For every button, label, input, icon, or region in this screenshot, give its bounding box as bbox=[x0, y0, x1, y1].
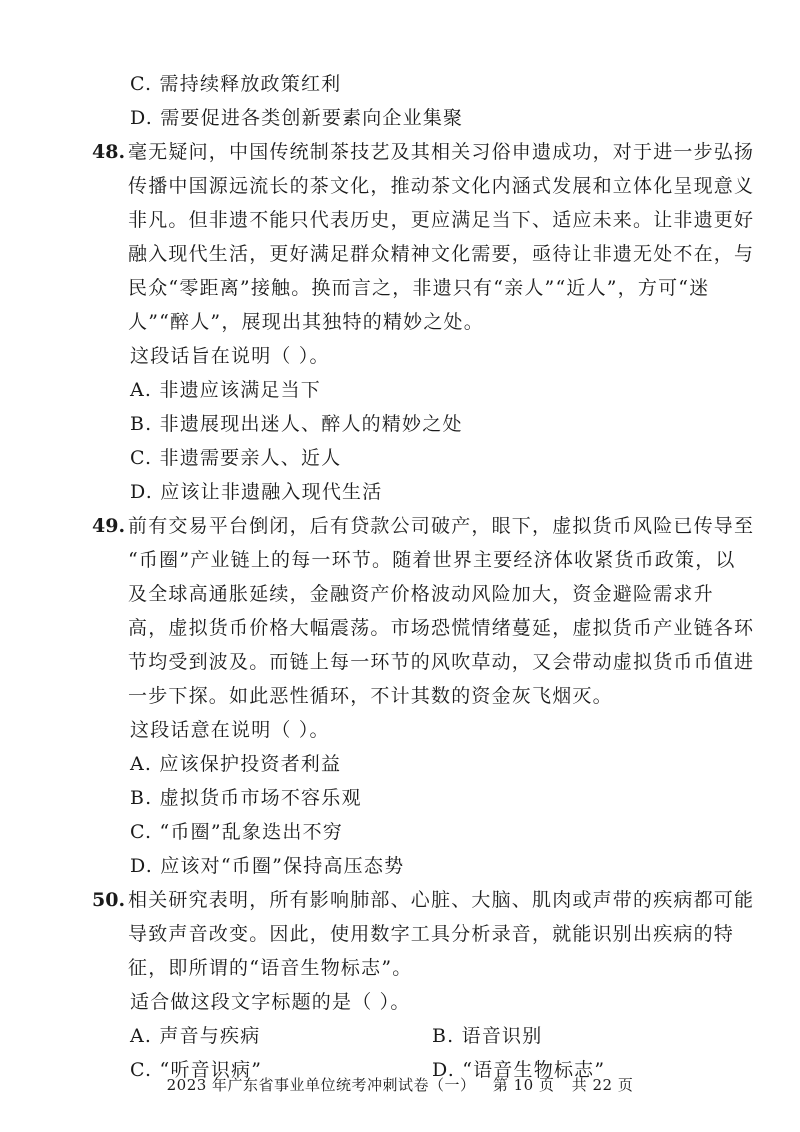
q50-text-line: 导致声音改变。因此，使用数字工具分析录音，就能识别出疾病的特 bbox=[128, 923, 735, 945]
q48-text-line: 非凡。但非遗不能只代表历史，更应满足当下、适应未来。让非遗更好 bbox=[128, 209, 755, 231]
q49-option-d: D. 应该对“币圈”保持高压态势 bbox=[130, 855, 405, 877]
q50-option-c: C. “听音识病” bbox=[130, 1059, 263, 1081]
q49-text-line: 节均受到波及。而链上每一环节的风吹草动，又会带动虚拟货币币值进 bbox=[128, 651, 755, 673]
q47-option-d: D. 需要促进各类创新要素向企业集聚 bbox=[130, 107, 464, 129]
q48-text-line: 毫无疑问，中国传统制茶技艺及其相关习俗申遗成功，对于进一步弘扬 bbox=[128, 141, 755, 163]
q49-number: 49. bbox=[92, 515, 126, 537]
q50-text-line: 相关研究表明，所有影响肺部、心脏、大脑、肌肉或声带的疾病都可能 bbox=[128, 889, 755, 911]
page-number: 第 10 页 bbox=[492, 1076, 555, 1094]
q49-text-line: 高，虚拟货币价格大幅震荡。市场恐慌情绪蔓延，虚拟货币产业链各环 bbox=[128, 617, 755, 639]
q48-number: 48. bbox=[92, 141, 126, 163]
q49-option-a: A. 应该保护投资者利益 bbox=[130, 753, 342, 775]
exam-title: 2023 年广东省事业单位统考冲刺试卷（一） bbox=[166, 1076, 476, 1094]
q48-option-d: D. 应该让非遗融入现代生活 bbox=[130, 481, 383, 503]
q50-option-b: B. 语音识别 bbox=[432, 1025, 543, 1047]
q48-option-a: A. 非遗应该满足当下 bbox=[130, 379, 322, 401]
q48-text-line: 人”“醉人”，展现出其独特的精妙之处。 bbox=[128, 311, 484, 333]
q48-option-c: C. 非遗需要亲人、近人 bbox=[130, 447, 342, 469]
q50-text-line: 征，即所谓的“语音生物标志”。 bbox=[128, 957, 413, 979]
q48-text-line: 融入现代生活，更好满足群众精神文化需要，亟待让非遗无处不在，与 bbox=[128, 243, 755, 265]
q49-option-b: B. 虚拟货币市场不容乐观 bbox=[130, 787, 362, 809]
q49-text-line: “币圈”产业链上的每一环节。随着世界主要经济体收紧货币政策，以 bbox=[128, 549, 736, 571]
page-footer bbox=[0, 1074, 800, 1095]
q48-text-line: 民众“零距离”接触。换而言之，非遗只有“亲人”“近人”，方可“迷 bbox=[128, 277, 710, 299]
q47-option-c: C. 需持续释放政策红利 bbox=[130, 73, 342, 95]
q50-number: 50. bbox=[92, 889, 126, 911]
q49-text-line: 前有交易平台倒闭，后有贷款公司破产，眼下，虚拟货币风险已传导至 bbox=[128, 515, 755, 537]
q50-option-a: A. 声音与疾病 bbox=[130, 1025, 261, 1047]
q49-text-line: 一步下探。如此恶性循环，不计其数的资金灰飞烟灭。 bbox=[128, 685, 613, 707]
q50-option-d: D. “语音生物标志” bbox=[432, 1059, 606, 1081]
q48-option-b: B. 非遗展现出迷人、醉人的精妙之处 bbox=[130, 413, 463, 435]
q49-question: 这段话意在说明（ ）。 bbox=[130, 719, 330, 741]
q49-option-c: C. “币圈”乱象迭出不穷 bbox=[130, 821, 343, 843]
q49-text-line: 及全球高通胀延续，金融资产价格波动风险加大，资金避险需求升 bbox=[128, 583, 714, 605]
q48-text-line: 传播中国源远流长的茶文化，推动茶文化内涵式发展和立体化呈现意义 bbox=[128, 175, 755, 197]
q50-question: 适合做这段文字标题的是（ ）。 bbox=[130, 991, 411, 1013]
q48-question: 这段话旨在说明（ ）。 bbox=[130, 345, 330, 367]
total-pages: 共 22 页 bbox=[571, 1076, 634, 1094]
